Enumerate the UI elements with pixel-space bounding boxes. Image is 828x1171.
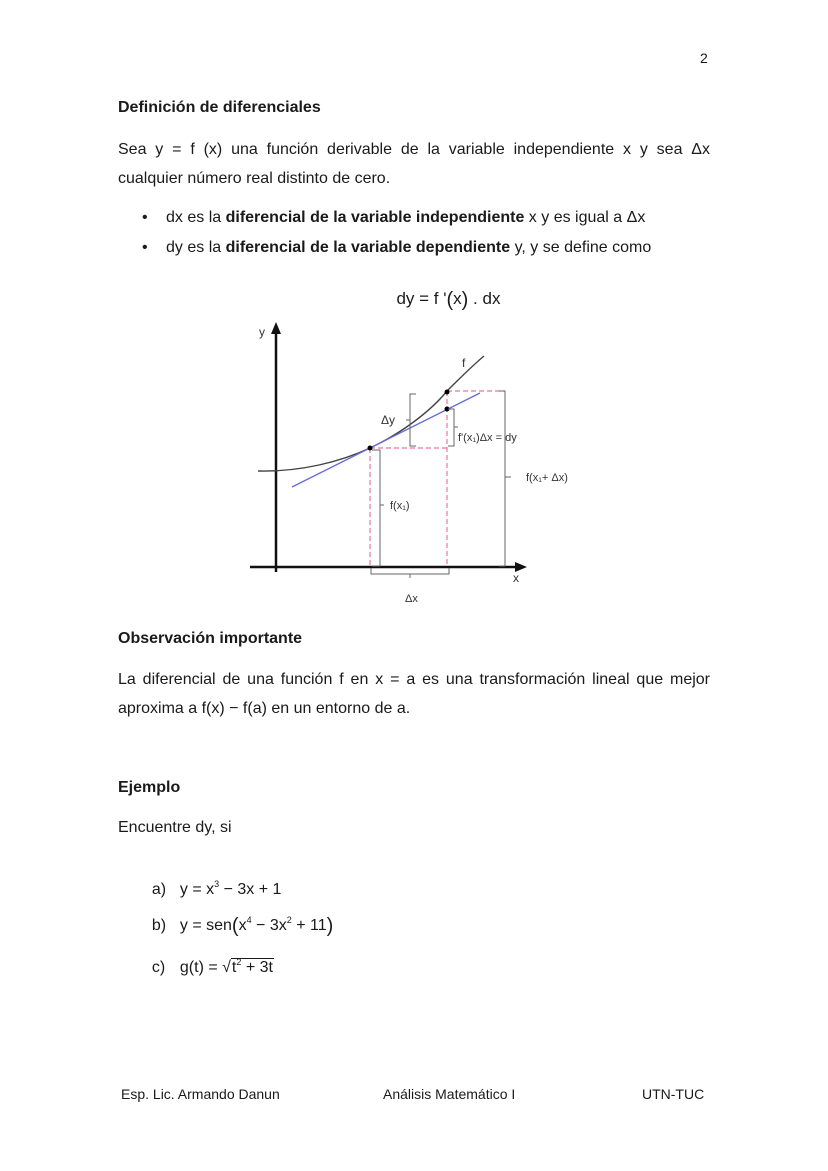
point-x1 (368, 446, 373, 451)
heading-definicion: Definición de diferenciales (118, 99, 321, 116)
footer-author: Esp. Lic. Armando Danun (121, 1086, 280, 1102)
differential-formula: dy = f '(x) . dx (396, 289, 501, 311)
intro-line-1: Sea y = f (x) una función derivable de la variable independiente x y sea Δx (118, 141, 710, 158)
page-number: 2 (700, 50, 708, 66)
bullet-dy: • dy es la diferencial de la variable dependiente y, y se define como (142, 239, 652, 256)
observation-line-1: La diferencial de una función f en x = a es una transformación lineal que mejor (118, 671, 710, 688)
intro-line-2: cualquier número real distinto de cero. (118, 170, 391, 187)
y-axis-arrow-icon (271, 322, 281, 334)
example-item-c: c) $g(t) = √t^2 + 3t$ (151, 957, 273, 976)
f-x1-label: f(x₁) (390, 500, 410, 512)
heading-observacion: Observación importante (118, 630, 303, 647)
footer-institution: UTN-TUC (642, 1086, 705, 1102)
example-item-a: a) $y = x^3 - 3x + 1$ (151, 879, 282, 898)
example-item-b: b) $y = sen(x^4 - 3x^2 + 11)$ (151, 915, 334, 937)
delta-y-label: Δy (381, 413, 396, 427)
tangent-line (292, 393, 480, 487)
function-curve (258, 356, 484, 471)
observation-paragraph (118, 665, 710, 723)
bullet-icon: • (142, 239, 148, 256)
example-prompt: Encuentre dy, si (118, 819, 232, 836)
heading-ejemplo: Ejemplo (118, 779, 181, 796)
radicand: $t^2 + 3t$ (231, 957, 273, 976)
bullet-icon: • (142, 209, 148, 226)
dy-label: f'(x₁)Δx = dy (458, 432, 517, 444)
bullet-dx: • dx es la diferencial de la variable independiente x y es igual a Δx (142, 209, 646, 226)
point-curve-x1-dx (445, 390, 450, 395)
f-x1-dx-label: f(x₁+ Δx) (526, 472, 568, 484)
y-axis-label: y (259, 325, 265, 339)
curve-label: f (462, 356, 466, 370)
delta-x-label: Δx (405, 593, 418, 605)
observation-line-2: aproxima a f(x) − f(a) en un entorno de a. (118, 700, 411, 717)
x-axis-label: x (513, 571, 519, 585)
footer-course: Análisis Matemático I (383, 1086, 516, 1102)
